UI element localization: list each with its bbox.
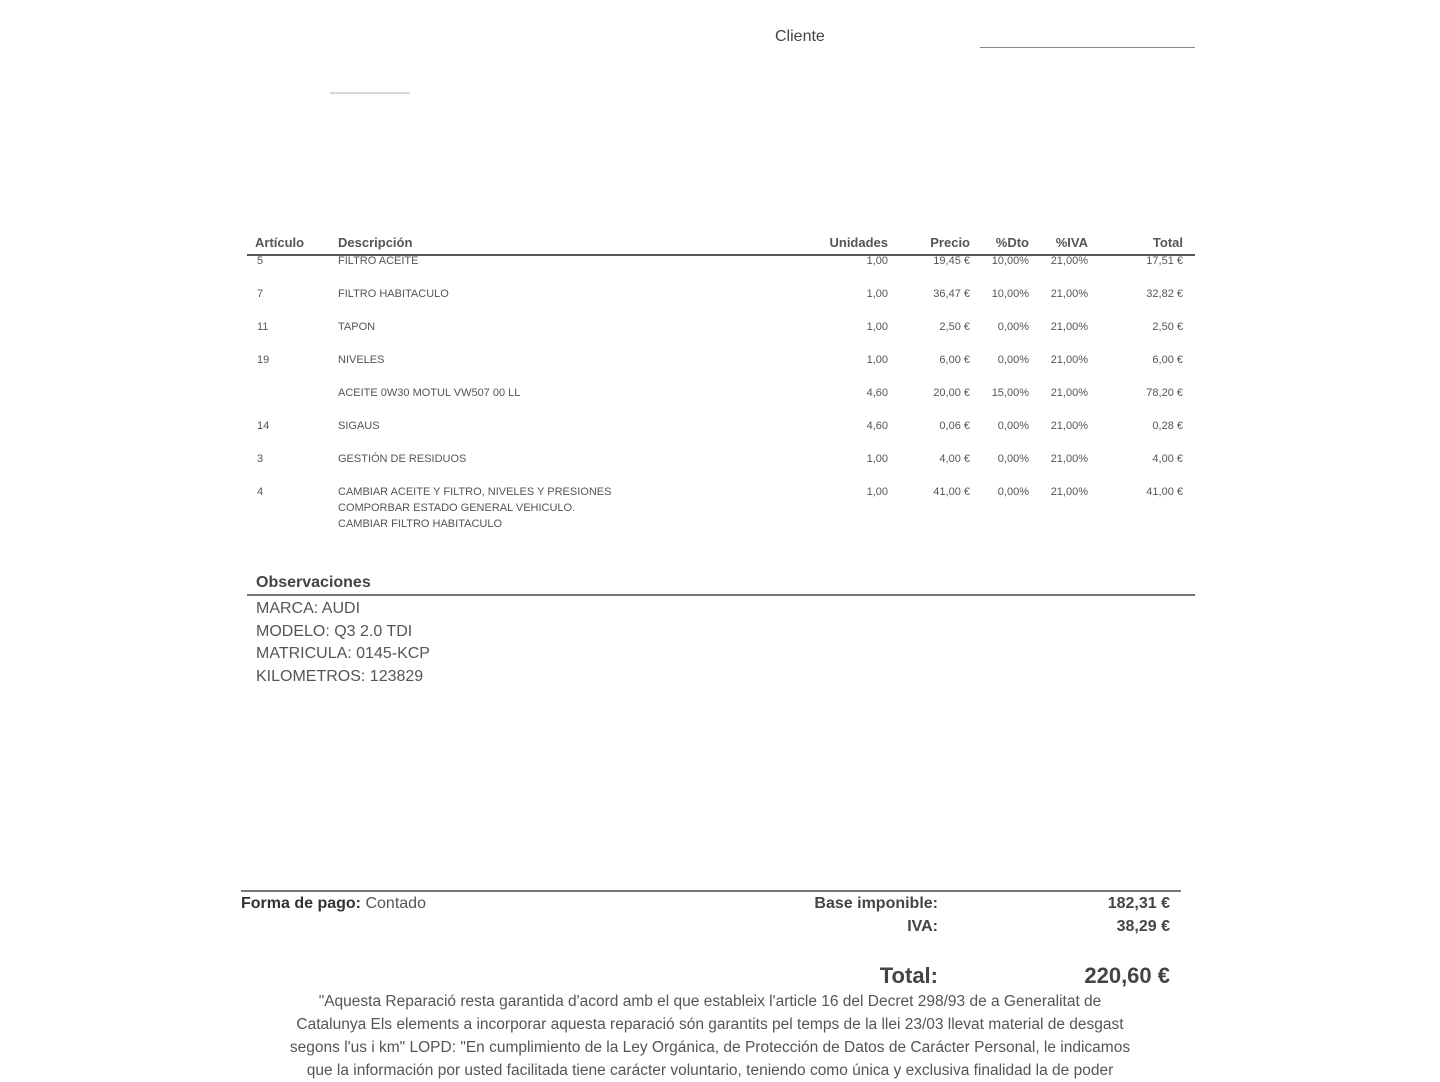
cell-total: 78,20 € bbox=[1146, 387, 1183, 399]
cell-discount: 0,00% bbox=[997, 354, 1029, 366]
observation-brand: MARCA: AUDI bbox=[256, 600, 361, 617]
payment-method bbox=[241, 895, 426, 913]
observations-title: Observaciones bbox=[256, 574, 371, 591]
cell-units: 1,00 bbox=[866, 321, 888, 333]
description-line: TAPON bbox=[338, 321, 376, 333]
total-value: 220,60 € bbox=[1084, 963, 1170, 988]
totals-divider bbox=[241, 890, 1181, 892]
payment-label: Forma de pago: bbox=[241, 895, 362, 912]
cell-discount: 0,00% bbox=[997, 420, 1029, 432]
col-discount: %Dto bbox=[995, 235, 1029, 250]
observations-list bbox=[256, 598, 430, 688]
col-article: Artículo bbox=[255, 235, 305, 250]
cell-article: 14 bbox=[257, 420, 270, 432]
cell-total: 17,51 € bbox=[1146, 255, 1183, 267]
legal-line: Catalunya Els elements a incorporar aquesta reparació són garantits pel temps de la llei 23/03 llevat material de desgast bbox=[296, 1016, 1124, 1033]
description-line: CAMBIAR ACEITE Y FILTRO, NIVELES Y PRESIONES bbox=[338, 486, 612, 498]
cell-total: 32,82 € bbox=[1146, 288, 1183, 300]
description-line: COMPORBAR ESTADO GENERAL VEHICULO. bbox=[338, 502, 576, 514]
client-label: Cliente bbox=[775, 28, 825, 45]
cell-total: 41,00 € bbox=[1146, 486, 1183, 498]
observations-divider bbox=[247, 594, 1195, 596]
cell-description bbox=[338, 286, 449, 302]
cell-units: 1,00 bbox=[866, 288, 888, 300]
cell-discount: 0,00% bbox=[997, 321, 1029, 333]
client-signature-line bbox=[980, 47, 1195, 48]
cell-description bbox=[338, 385, 520, 401]
cell-vat: 21,00% bbox=[1050, 420, 1088, 432]
cell-total: 2,50 € bbox=[1152, 321, 1183, 333]
cell-description bbox=[338, 451, 466, 467]
description-line: ACEITE 0W30 MOTUL VW507 00 LL bbox=[338, 387, 521, 399]
observation-plate: MATRICULA: 0145-KCP bbox=[256, 645, 430, 662]
cell-description bbox=[338, 352, 384, 368]
base-label: Base imponible: bbox=[814, 895, 938, 912]
cell-total: 4,00 € bbox=[1152, 453, 1183, 465]
cell-units: 1,00 bbox=[866, 453, 888, 465]
cell-units: 1,00 bbox=[866, 354, 888, 366]
col-vat: %IVA bbox=[1055, 235, 1088, 250]
cell-vat: 21,00% bbox=[1050, 453, 1088, 465]
cell-discount: 0,00% bbox=[997, 486, 1029, 498]
cell-price: 41,00 € bbox=[933, 486, 970, 498]
vat-label: IVA: bbox=[907, 918, 938, 935]
total-label: Total: bbox=[879, 963, 938, 988]
cell-article: 7 bbox=[257, 288, 264, 300]
col-total: Total bbox=[1152, 235, 1183, 250]
cell-price: 4,00 € bbox=[939, 453, 970, 465]
cell-description bbox=[338, 418, 380, 434]
observation-km: KILOMETROS: 123829 bbox=[256, 667, 424, 685]
cell-discount: 10,00% bbox=[991, 288, 1029, 300]
cell-price: 36,47 € bbox=[933, 288, 970, 300]
cell-vat: 21,00% bbox=[1050, 354, 1088, 366]
cell-price: 6,00 € bbox=[939, 354, 970, 366]
description-line: CAMBIAR FILTRO HABITACULO bbox=[338, 518, 503, 530]
cell-vat: 21,00% bbox=[1050, 321, 1088, 333]
cell-units: 4,60 bbox=[866, 420, 888, 432]
description-line: FILTRO ACEITE bbox=[338, 255, 419, 267]
cell-vat: 21,00% bbox=[1050, 255, 1088, 267]
cell-total: 6,00 € bbox=[1152, 354, 1183, 366]
cell-description bbox=[338, 253, 418, 269]
base-value: 182,31 € bbox=[1107, 895, 1170, 912]
description-line: FILTRO HABITACULO bbox=[338, 288, 449, 300]
cell-article: 4 bbox=[257, 486, 264, 498]
vat-value: 38,29 € bbox=[1116, 918, 1170, 935]
cell-units: 1,00 bbox=[866, 255, 888, 267]
cell-vat: 21,00% bbox=[1050, 288, 1088, 300]
cell-discount: 0,00% bbox=[997, 453, 1029, 465]
legal-line: segons l'us i km" LOPD: "En cumplimiento de la Ley Orgánica, de Protección de Datos de Carácter Personal, le indicamos bbox=[289, 1039, 1131, 1056]
cell-article: 3 bbox=[257, 453, 264, 465]
legal-line: "Aquesta Reparació resta garantida d'acord amb el que estableix l'article 16 del Decret 298/93 de a Generalitat de bbox=[318, 993, 1102, 1010]
cell-price: 19,45 € bbox=[933, 255, 970, 267]
cell-discount: 15,00% bbox=[991, 387, 1029, 399]
cell-units: 1,00 bbox=[866, 486, 888, 498]
cell-article: 11 bbox=[257, 321, 269, 333]
cell-vat: 21,00% bbox=[1050, 387, 1088, 399]
cell-vat: 21,00% bbox=[1050, 486, 1088, 498]
cell-price: 2,50 € bbox=[939, 321, 970, 333]
description-line: GESTIÓN DE RESIDUOS bbox=[338, 453, 467, 465]
col-units: Unidades bbox=[829, 235, 888, 250]
cell-article: 19 bbox=[257, 354, 270, 366]
cell-price: 20,00 € bbox=[933, 387, 970, 399]
cell-price: 0,06 € bbox=[939, 420, 970, 432]
cell-description bbox=[338, 319, 375, 335]
cell-discount: 10,00% bbox=[991, 255, 1029, 267]
cell-description bbox=[338, 484, 611, 532]
cell-units: 4,60 bbox=[866, 387, 888, 399]
faded-mark bbox=[330, 92, 410, 94]
cell-article: 5 bbox=[257, 255, 264, 267]
description-line: SIGAUS bbox=[338, 420, 380, 432]
description-line: NIVELES bbox=[338, 354, 385, 366]
cell-total: 0,28 € bbox=[1152, 420, 1183, 432]
legal-notice bbox=[250, 990, 1170, 1082]
legal-line: que la información por usted facilitada tiene carácter voluntario, teniendo como única y exclusiva finalidad la de poder bbox=[306, 1062, 1114, 1079]
col-description: Descripción bbox=[338, 235, 413, 250]
payment-value: Contado bbox=[365, 895, 426, 912]
observation-model: MODELO: Q3 2.0 TDI bbox=[256, 622, 413, 640]
col-price: Precio bbox=[930, 235, 970, 250]
